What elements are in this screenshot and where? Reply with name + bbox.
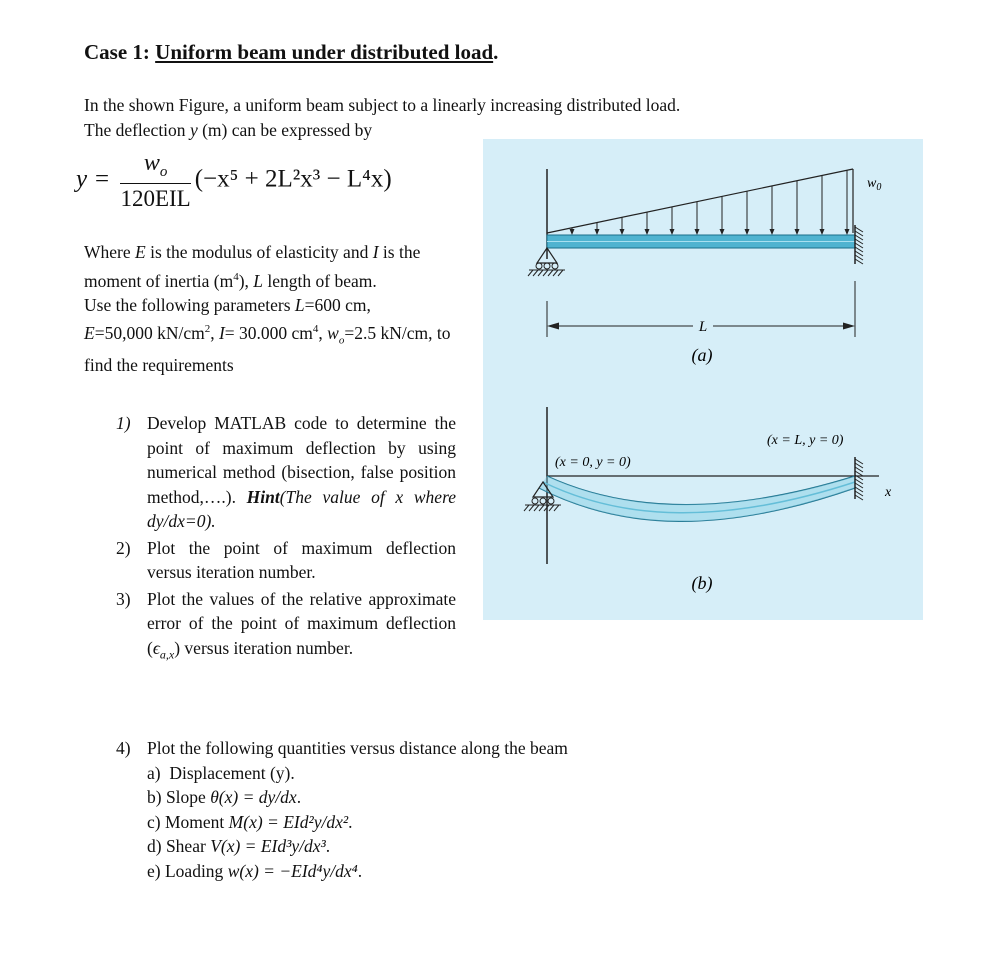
deflection-equation bbox=[76, 150, 392, 212]
where-text: length of beam. bbox=[263, 270, 377, 291]
params-text: =2.5 kN/cm, to find the requirements bbox=[84, 323, 451, 376]
figure-part-b bbox=[524, 407, 892, 594]
intro-text: The deflection bbox=[84, 119, 190, 140]
numerator-sub: o bbox=[159, 163, 168, 180]
item-number: 1) bbox=[116, 413, 131, 433]
item-4-header bbox=[116, 736, 736, 761]
equation-body: (−x⁵ + 2L²x³ − L⁴x) bbox=[194, 165, 392, 193]
var-w0 bbox=[327, 323, 345, 347]
subitem-math: w(x) = −EId⁴y/dx⁴ bbox=[227, 860, 358, 881]
hint-text: (The value of x where dy/dx=0). bbox=[147, 486, 456, 531]
equation-fraction bbox=[120, 150, 190, 212]
title-prefix: Case 1: bbox=[84, 40, 156, 64]
var-E: E bbox=[84, 323, 95, 344]
subitem-d bbox=[116, 834, 736, 859]
equation-lhs: y = bbox=[76, 165, 111, 193]
where-text: is the modulus of elasticity and bbox=[145, 242, 373, 262]
params-text: = 30.000 cm bbox=[224, 323, 313, 344]
ground-hatch-line bbox=[534, 505, 539, 511]
roller bbox=[548, 498, 554, 504]
numerator-w: w bbox=[143, 150, 160, 176]
var-L: L bbox=[294, 294, 305, 315]
item-text: Plot the values of the relative approximate error of the point of maximum deflection ( bbox=[147, 588, 456, 658]
bc-right-label: (x = L, y = 0) bbox=[767, 433, 844, 448]
superscript: 2 bbox=[204, 323, 211, 336]
load-arrow-head bbox=[620, 229, 625, 235]
subitem-label: c) bbox=[147, 811, 161, 832]
item-text: Plot the following quantities versus distance along the beam bbox=[147, 738, 568, 758]
x-axis-label: x bbox=[885, 485, 892, 500]
wall-hatch-b bbox=[855, 459, 863, 500]
item-number: 4) bbox=[116, 738, 131, 758]
subitem-label: d) bbox=[147, 836, 162, 856]
item-text: Plot the point of maximum deflection versus iteration number. bbox=[147, 537, 456, 582]
w0-text: w bbox=[867, 176, 877, 191]
subitem-end: . bbox=[296, 787, 302, 807]
subitem-c bbox=[116, 810, 736, 835]
deflected-beam-fill bbox=[539, 476, 855, 521]
subitem-b bbox=[116, 785, 736, 810]
params-text: , bbox=[318, 323, 328, 344]
params-text: =50,000 kN/cm bbox=[94, 323, 205, 344]
intro-line-1: In the shown Figure, a uniform beam subject to a linearly increasing distributed load. bbox=[84, 95, 681, 115]
load-top-line bbox=[547, 169, 853, 233]
load-arrow-head bbox=[845, 229, 850, 235]
subitem-math: θ(x) = dy/dx bbox=[210, 787, 297, 807]
ground-hatch-line bbox=[538, 270, 543, 276]
item-number: 3) bbox=[116, 588, 131, 609]
page-title bbox=[84, 40, 498, 65]
where-text: is the moment of inertia (m bbox=[84, 242, 421, 291]
equation-numerator bbox=[120, 150, 190, 184]
subitem-math: V(x) = EId³y/dx³ bbox=[210, 836, 326, 856]
load-arrow-head bbox=[795, 229, 800, 235]
subitem-e bbox=[116, 859, 736, 884]
roller bbox=[540, 498, 546, 504]
ground-hatch-line bbox=[543, 270, 548, 276]
item-text: ) versus iteration number. bbox=[174, 637, 354, 658]
superscript: 4 bbox=[312, 323, 319, 336]
beam-diagram bbox=[483, 139, 923, 620]
roller bbox=[544, 263, 550, 269]
load-arrow-head bbox=[720, 229, 725, 235]
ground-hatch-line bbox=[524, 505, 529, 511]
subitem-text: Displacement (y). bbox=[169, 762, 295, 783]
caption-a: (a) bbox=[691, 345, 713, 365]
intro-text-end: (m) can be expressed by bbox=[197, 119, 373, 140]
list-item-1 bbox=[116, 411, 456, 534]
epsilon-symbol: ϵ bbox=[152, 637, 160, 658]
wall-hatch-a bbox=[855, 227, 863, 264]
load-arrow-head bbox=[670, 229, 675, 235]
title-suffix: . bbox=[493, 40, 499, 64]
ground-hatch-line bbox=[529, 505, 534, 511]
subitem-text: Slope bbox=[165, 787, 211, 807]
load-arrow-head bbox=[570, 229, 575, 235]
subitem-a bbox=[116, 761, 736, 786]
w0-label bbox=[867, 176, 881, 193]
item-number: 2) bbox=[116, 537, 131, 558]
subitem-label: e) bbox=[147, 860, 161, 881]
requirements-list bbox=[116, 411, 456, 669]
ground-hatch-line bbox=[528, 270, 533, 276]
ground-hatch-line bbox=[549, 505, 554, 511]
load-arrow-head bbox=[820, 229, 825, 235]
roller bbox=[536, 263, 542, 269]
where-text: Where bbox=[84, 242, 136, 262]
epsilon-subscript: a,x bbox=[159, 647, 175, 661]
ground-hatch-line bbox=[539, 505, 544, 511]
subitem-text: Loading bbox=[164, 860, 228, 881]
load-arrow-head bbox=[745, 229, 750, 235]
subitem-text: Moment bbox=[164, 811, 229, 832]
ground-hatch-line bbox=[533, 270, 538, 276]
load-arrow-head bbox=[595, 229, 600, 235]
where-paragraph bbox=[84, 240, 454, 378]
dim-arrow-right bbox=[843, 323, 855, 330]
dim-arrow-left bbox=[547, 323, 559, 330]
subitem-label: b) bbox=[147, 787, 162, 807]
var-L: L bbox=[253, 270, 264, 291]
params-text: , bbox=[210, 323, 219, 344]
load-arrow-head bbox=[695, 229, 700, 235]
subitem-text: Shear bbox=[165, 836, 211, 856]
figure-part-a bbox=[528, 169, 881, 366]
item-text: Develop MATLAB code to determine the point of maximum deflection by using numerical method (bisection, false position method,….). bbox=[147, 413, 456, 507]
subitem-label: a) bbox=[147, 762, 161, 783]
var-E: E bbox=[135, 242, 146, 262]
load-arrows bbox=[570, 170, 850, 235]
subitem-math: M(x) = EId²y/dx² bbox=[228, 811, 349, 832]
ground-hatch-line bbox=[548, 270, 553, 276]
ground-hatch bbox=[528, 270, 563, 276]
roller bbox=[552, 263, 558, 269]
ground-hatch bbox=[524, 505, 559, 511]
load-arrow-head bbox=[770, 229, 775, 235]
subscript: o bbox=[338, 334, 345, 347]
ground-hatch-line bbox=[554, 505, 559, 511]
ground-hatch-line bbox=[553, 270, 558, 276]
where-text: ), bbox=[238, 270, 254, 291]
bc-left-label: (x = 0, y = 0) bbox=[555, 455, 631, 470]
equation-denominator: 120EIL bbox=[120, 185, 191, 211]
beam-figure bbox=[483, 139, 923, 620]
intro-var-y: y bbox=[189, 119, 198, 140]
list-item-2 bbox=[116, 536, 456, 585]
hint-label: Hint bbox=[246, 486, 280, 507]
list-item-4 bbox=[116, 736, 736, 883]
var-I: I bbox=[372, 242, 379, 262]
title-underlined: Uniform beam under distributed load bbox=[155, 40, 494, 64]
intro-paragraph bbox=[84, 93, 844, 142]
subitem-end: . bbox=[325, 836, 331, 856]
var-I: I bbox=[218, 323, 225, 344]
load-arrow-head bbox=[645, 229, 650, 235]
subitem-end: . bbox=[348, 811, 353, 832]
roller bbox=[532, 498, 538, 504]
list-item-3 bbox=[116, 587, 456, 667]
params-text: =600 cm, bbox=[304, 294, 371, 315]
caption-b: (b) bbox=[691, 573, 713, 593]
length-label: L bbox=[698, 319, 708, 335]
var-w: w bbox=[327, 323, 339, 344]
w0-sub: 0 bbox=[876, 182, 882, 193]
params-text: Use the following parameters bbox=[84, 294, 295, 315]
subitem-end: . bbox=[357, 860, 363, 881]
ground-hatch-line bbox=[558, 270, 563, 276]
superscript: 4 bbox=[233, 270, 239, 283]
